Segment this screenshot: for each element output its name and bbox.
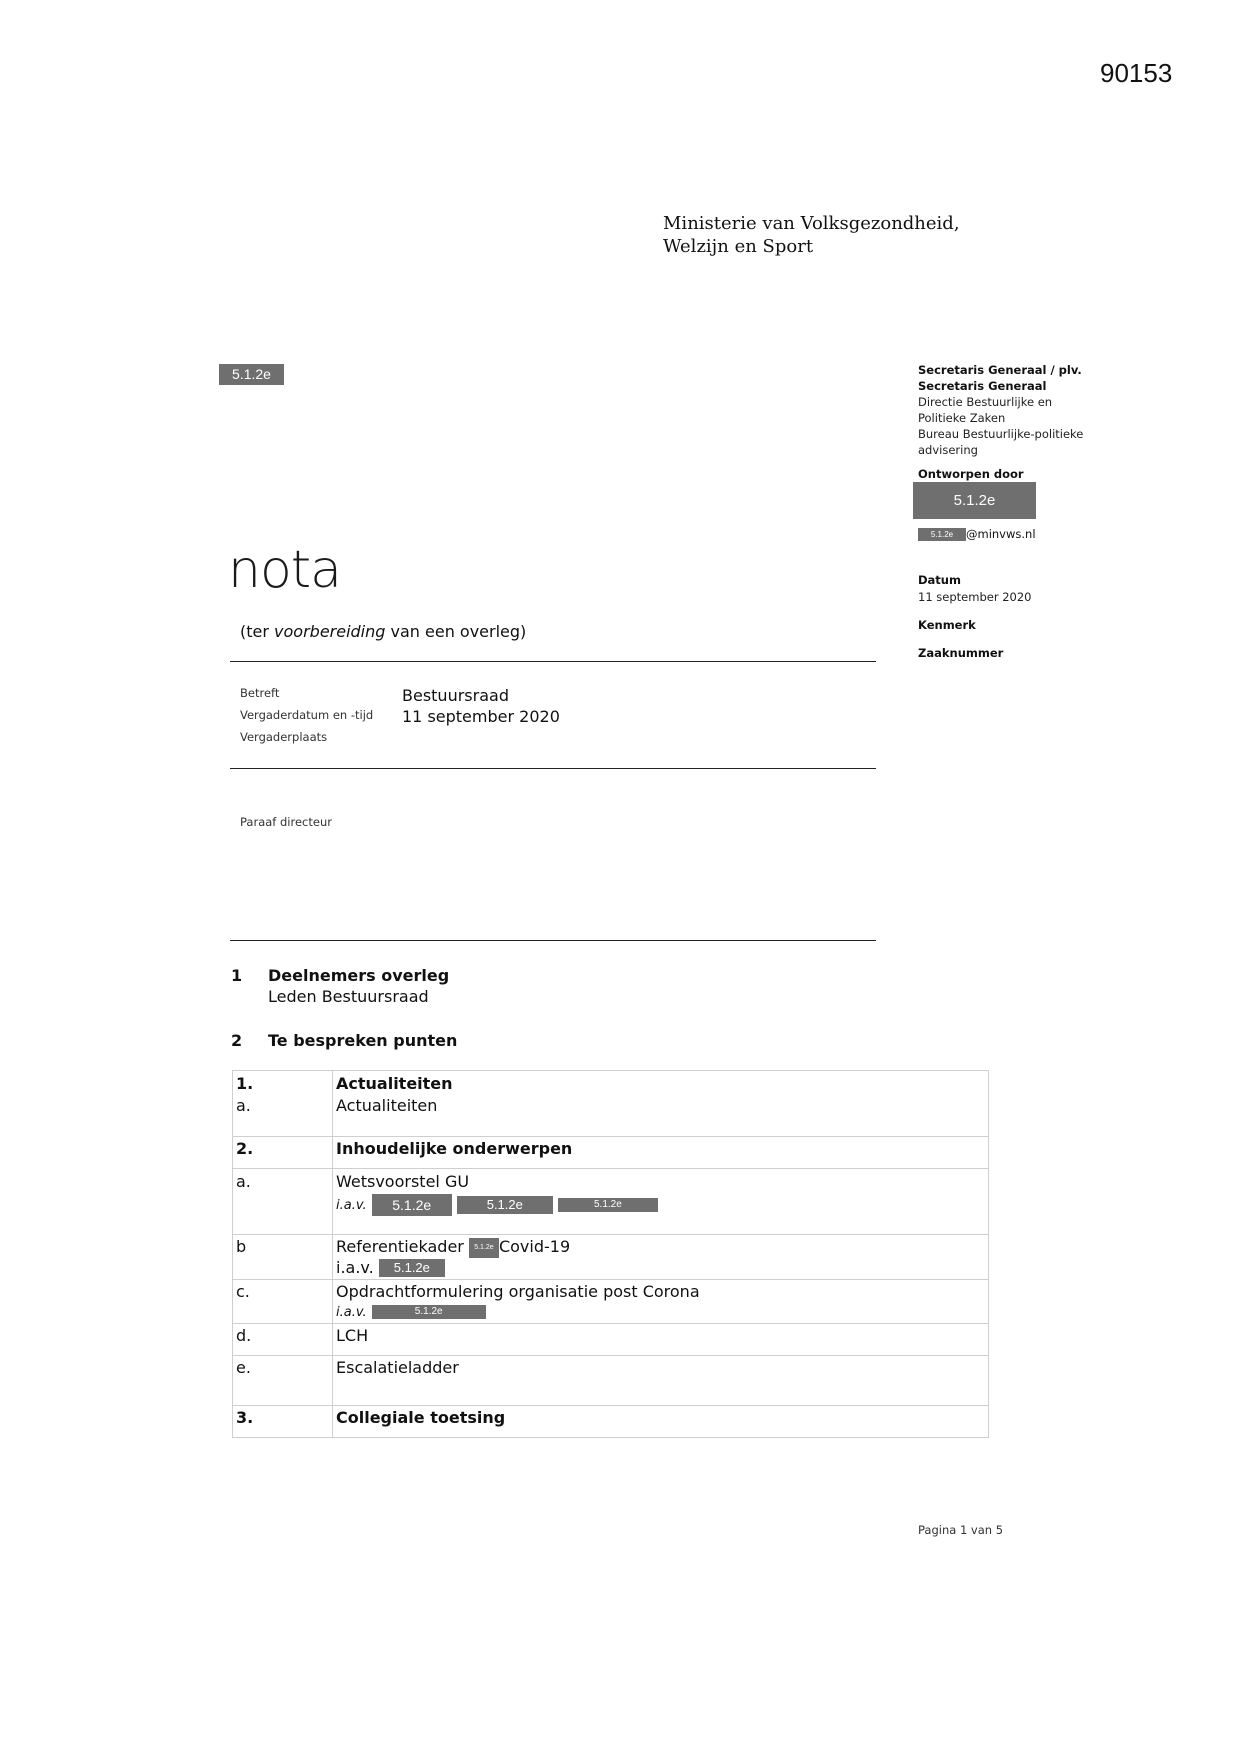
sidebar-bureau-line-1: Bureau Bestuurlijke-politieke (918, 427, 1084, 441)
sidebar-bureau-line-2: advisering (918, 443, 978, 457)
item-title: Opdrachtformulering organisatie post Corona (336, 1282, 700, 1301)
item-number: b (233, 1235, 333, 1280)
document-subtitle (240, 622, 526, 641)
item-title: Actualiteiten (336, 1096, 438, 1115)
item-title: Covid-19 (498, 1237, 571, 1256)
sidebar-org-line-2: Secretaris Generaal (918, 379, 1047, 393)
section-title: Te bespreken punten (268, 1031, 458, 1050)
iav-label: i.a.v. (336, 1257, 374, 1277)
item-title: Inhoudelijke onderwerpen (333, 1137, 989, 1169)
agenda-table (232, 1070, 989, 1438)
zaaknummer-label: Zaaknummer (918, 646, 1004, 660)
item-number: 3. (233, 1406, 333, 1438)
table-row (233, 1071, 989, 1137)
iav-label: i.a.v. (336, 1198, 367, 1213)
paraaf-label: Paraaf directeur (240, 815, 332, 829)
item-number: a. (233, 1169, 333, 1235)
divider (230, 768, 876, 769)
redaction-block: 5.1.2e (558, 1198, 658, 1212)
divider (230, 661, 876, 662)
subtitle-post: van een overleg) (385, 622, 527, 641)
item-title: Escalatieladder (333, 1356, 989, 1406)
table-cell (233, 1071, 333, 1137)
section-number: 1 (231, 966, 243, 985)
designed-by-label: Ontworpen door (918, 467, 1024, 481)
redaction-block: 5.1.2e (469, 1238, 499, 1258)
section-number: 2 (231, 1031, 243, 1050)
iav-label: i.a.v. (336, 1305, 367, 1320)
datum-value: 11 september 2020 (918, 590, 1032, 604)
ministry-line-2: Welzijn en Sport (663, 236, 814, 257)
document-number: 90153 (1100, 58, 1173, 88)
sidebar-dept-line-1: Directie Bestuurlijke en (918, 395, 1053, 409)
item-number: e. (233, 1356, 333, 1406)
ministry-logo-text (663, 212, 960, 258)
vergaderplaats-label: Vergaderplaats (240, 730, 328, 744)
table-row (233, 1280, 989, 1324)
page-number: Pagina 1 van 5 (918, 1523, 1004, 1537)
redaction-block: 5.1.2e (379, 1259, 445, 1277)
ministry-line-1: Ministerie van Volksgezondheid, (663, 213, 960, 234)
datum-label: Datum (918, 573, 961, 587)
betreft-value: Bestuursraad (402, 686, 509, 705)
betreft-label: Betreft (240, 686, 280, 700)
item-title: Collegiale toetsing (333, 1406, 989, 1438)
table-row (233, 1137, 989, 1169)
item-number: a. (236, 1096, 251, 1115)
vergaderdatum-label: Vergaderdatum en -tijd (240, 708, 374, 722)
item-title: Referentiekader (336, 1237, 464, 1256)
item-number: c. (233, 1280, 333, 1324)
redaction-block: 5.1.2e (918, 528, 966, 541)
table-cell (333, 1071, 989, 1137)
redaction-block: 5.1.2e (372, 1305, 486, 1319)
table-cell (333, 1280, 989, 1324)
item-title: Actualiteiten (336, 1074, 453, 1093)
divider (230, 940, 876, 941)
sidebar-dept-line-2: Politieke Zaken (918, 411, 1006, 425)
item-title: Wetsvoorstel GU (336, 1172, 470, 1191)
table-cell (333, 1169, 989, 1235)
table-row (233, 1169, 989, 1235)
redaction-block: 5.1.2e (457, 1196, 553, 1214)
document-title: nota (228, 540, 342, 600)
vergaderdatum-value: 11 september 2020 (402, 707, 560, 726)
kenmerk-label: Kenmerk (918, 618, 976, 632)
subtitle-pre: (ter (240, 622, 275, 641)
table-row (233, 1235, 989, 1280)
table-cell (333, 1235, 989, 1280)
table-row (233, 1406, 989, 1438)
section-subtitle: Leden Bestuursraad (268, 987, 429, 1006)
item-number: 1. (236, 1074, 254, 1093)
item-title: LCH (333, 1324, 989, 1356)
redaction-block: 5.1.2e (913, 482, 1036, 519)
sidebar-org (918, 362, 1083, 458)
sidebar-org-line-1: Secretaris Generaal / plv. (918, 363, 1082, 377)
subtitle-emphasis: voorbereiding (274, 622, 386, 641)
item-number: d. (233, 1324, 333, 1356)
redaction-block: 5.1.2e (219, 364, 284, 385)
section-title: Deelnemers overleg (268, 966, 450, 985)
email-suffix: @minvws.nl (966, 527, 1036, 541)
item-number: 2. (233, 1137, 333, 1169)
table-row (233, 1356, 989, 1406)
redaction-block: 5.1.2e (372, 1194, 452, 1216)
table-row (233, 1324, 989, 1356)
